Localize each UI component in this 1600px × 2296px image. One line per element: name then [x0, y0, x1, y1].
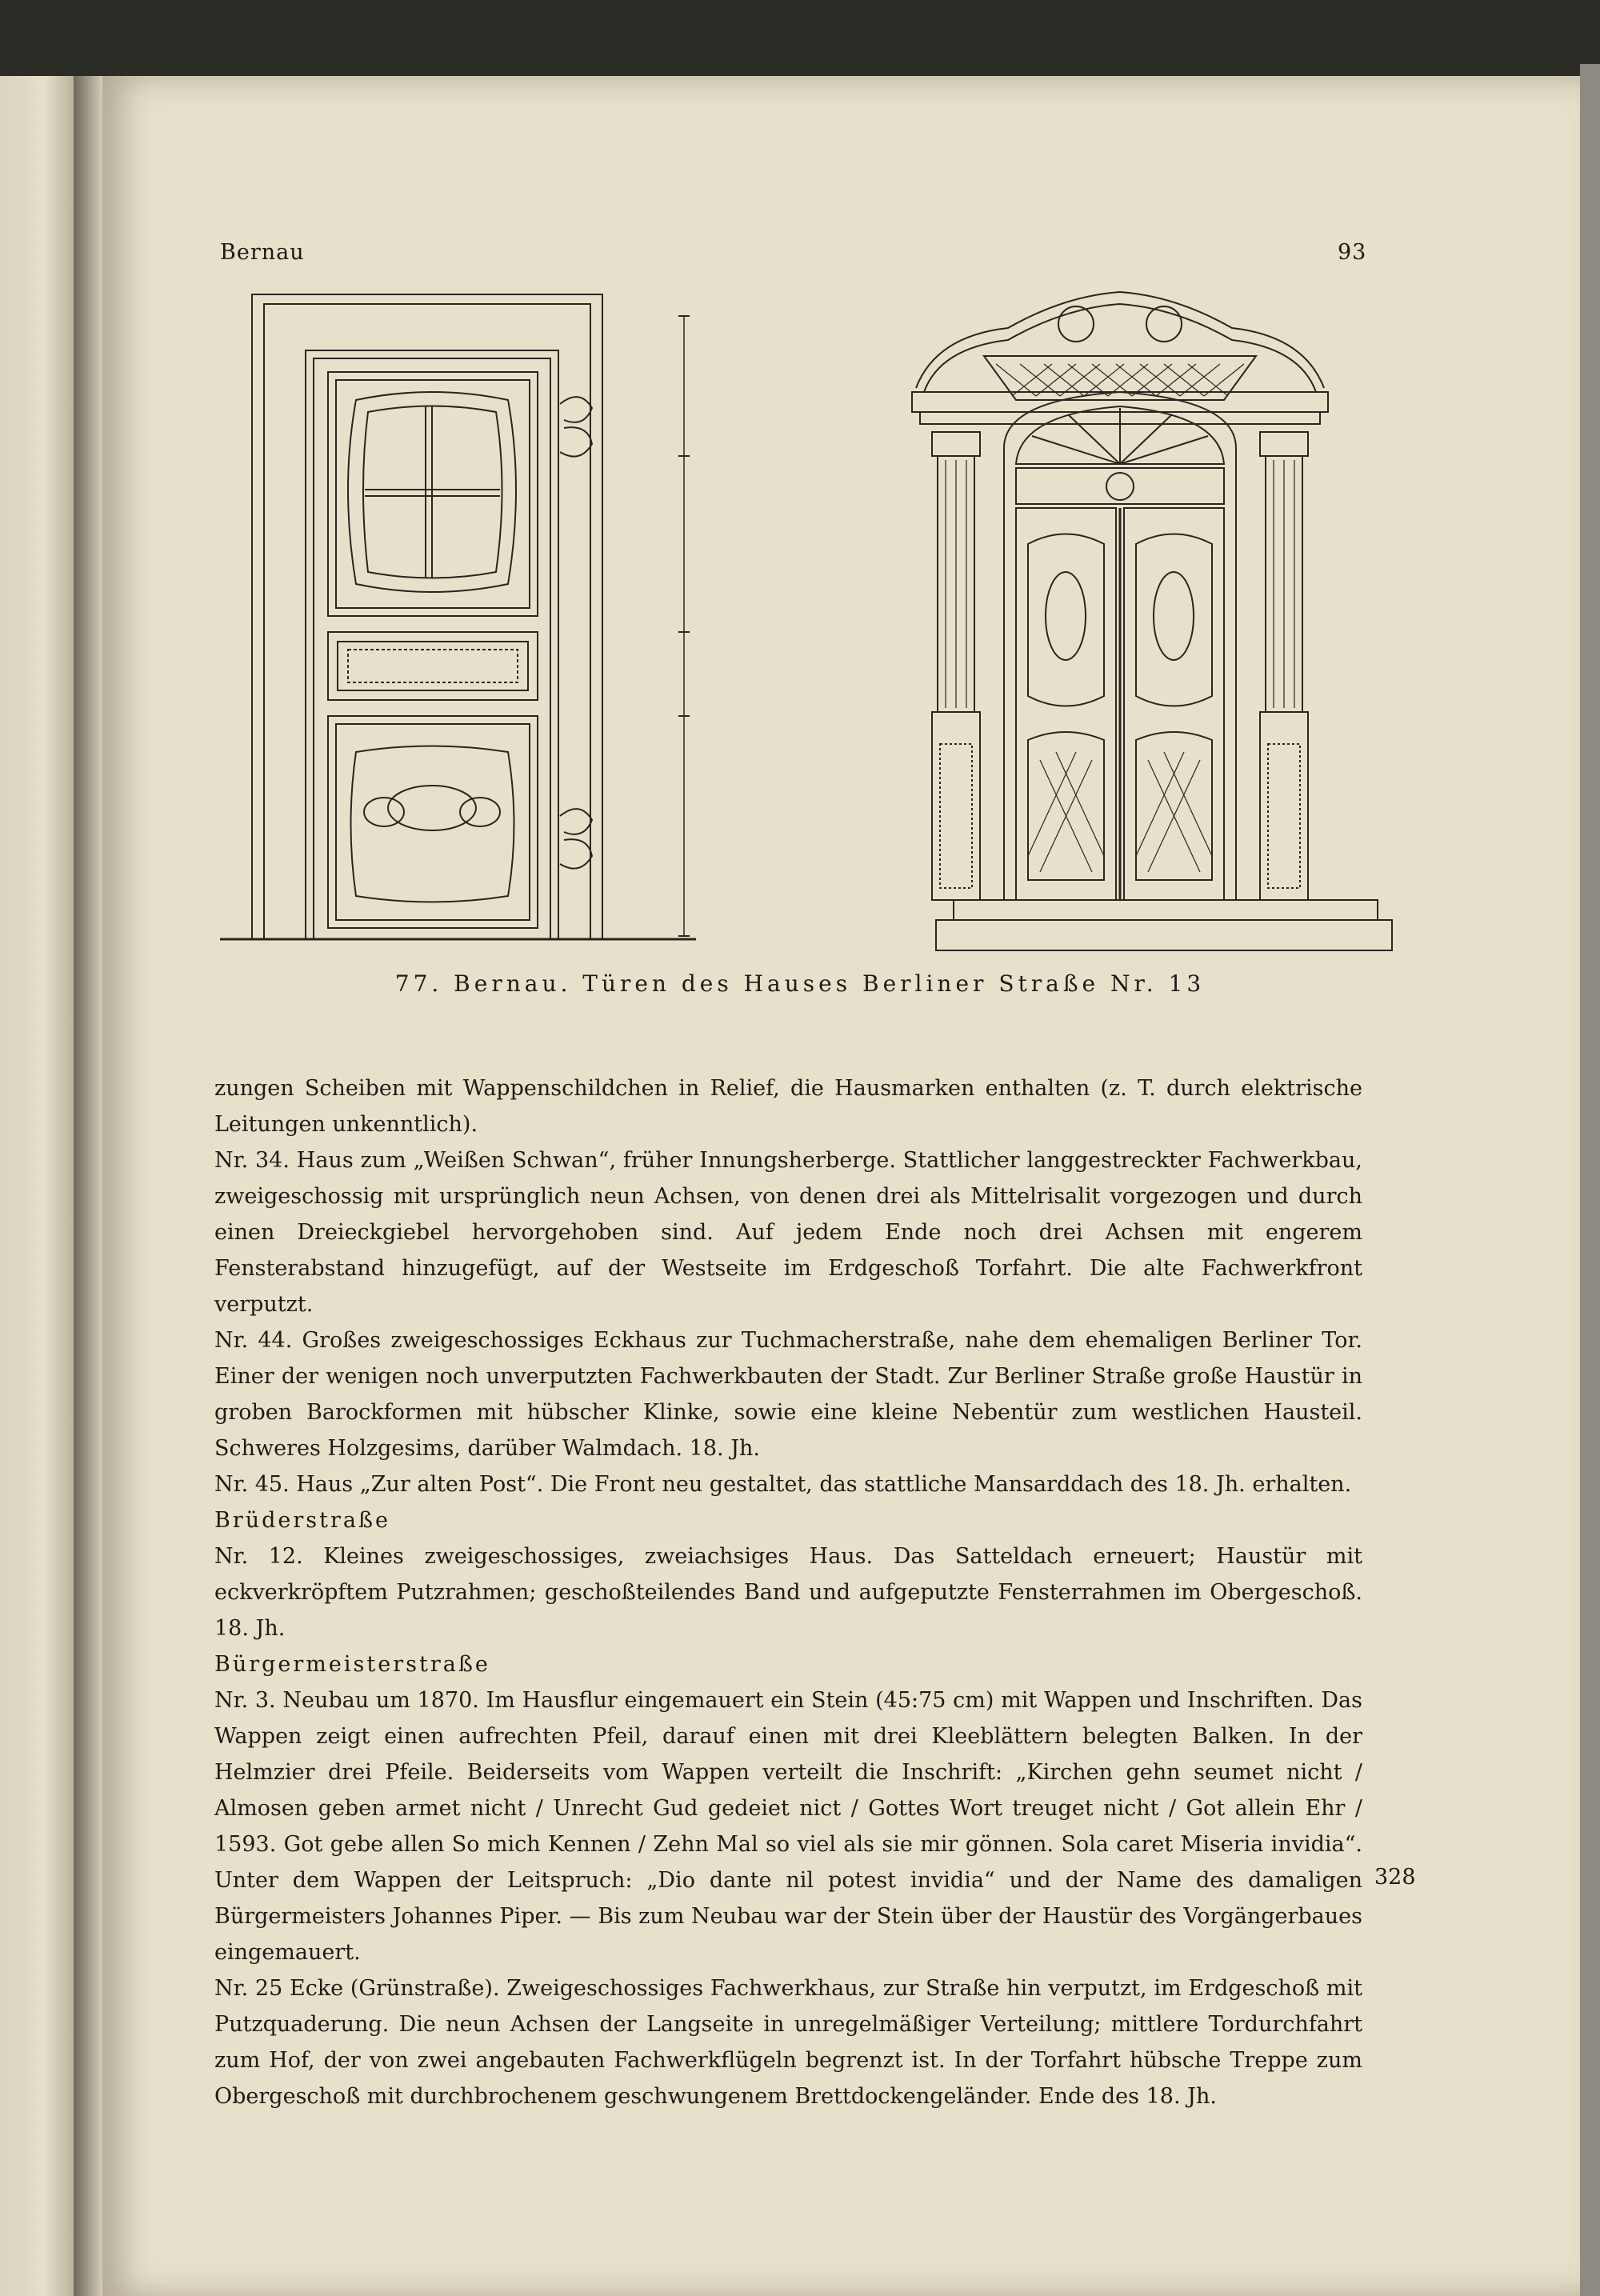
body-text — [214, 1070, 1362, 2114]
section-heading: Bürgermeisterstraße — [214, 1652, 490, 1677]
running-head-title: Bernau — [220, 240, 305, 265]
paragraph: Nr. 44. Großes zweigeschossiges Eckhaus zur Tuchmacherstraße, nahe dem ehemaligen Berliner Tor. Einer der wenigen noch unverputzten Fachwerkbauten der Stadt. Zur Berliner Straße große Haustür in groben Barockformen mit hübscher Klinke, sowie eine kleine Nebentür zum westlichen Hausteil. Schweres Holzgesims, darüber Walmdach. 18. Jh. — [214, 1328, 1362, 1461]
right-portal-drawing — [912, 292, 1392, 950]
left-door-drawing — [220, 294, 696, 939]
left-page-edge — [0, 76, 74, 2296]
book-cover-edge — [1580, 64, 1600, 2296]
paragraph: Nr. 45. Haus „Zur alten Post“. Die Front neu gestaltet, das stattliche Mansarddach des 18. Jh. erhalten. — [214, 1472, 1352, 1497]
figure-caption: 77. Bernau. Türen des Hauses Berliner Straße Nr. 13 — [394, 970, 1206, 997]
paragraph: Nr. 3. Neubau um 1870. Im Hausflur eingemauert ein Stein (45:75 cm) mit Wappen und Inschriften. Das Wappen zeigt einen aufrechten Pfeil, darauf einen mit drei Kleeblättern belegten Balken. In der Helmzier drei Pfeile. Beiderseits vom Wappen verteilt die Inschrift: „Kirchen gehn seumet nicht / Almosen geben armet nicht / Unrecht Gud gedeiet nict / Gottes Wort treuget nicht / Got allein Ehr / 1593. Got gebe allen So mich Kennen / Zehn Mal so viel als sie mir gönnen. Sola caret Miseria invidia“. Unter dem Wappen der Leitspruch: „Dio dante nil potest invidia“ und der Name des damaligen Bürgermeisters Johannes Piper. — Bis zum Neubau war der Stein über der Haustür des Vorgängerbaues eingemauert. — [214, 1688, 1362, 1965]
book-gutter — [74, 76, 102, 2296]
paragraph: Nr. 12. Kleines zweigeschossiges, zweiachsiges Haus. Das Satteldach erneuert; Haustür mit eckverkröpftem Putzrahmen; geschoßteilendes Band und aufgeputzte Fensterrahmen im Obergeschoß. 18. Jh. — [214, 1544, 1362, 1641]
paragraph: Nr. 25 Ecke (Grünstraße). Zweigeschossiges Fachwerkhaus, zur Straße hin verputzt, im Erdgeschoß mit Putzquaderung. Die neun Achsen der Langseite in unregelmäßiger Verteilung; mittlere Tordurchfahrt zum Hof, der von zwei angebauten Fachwerkflügeln begrenzt ist. In der Torfahrt hübsche Treppe zum Obergeschoß mit durchbrochenem geschwungenem Brettdockengeländer. Ende des 18. Jh. — [214, 1976, 1362, 2109]
section-heading: Brüderstraße — [214, 1508, 391, 1533]
figure-door-drawings — [216, 280, 1400, 952]
paragraph: zungen Scheiben mit Wappenschildchen in Relief, die Hausmarken enthalten (z. T. durch elektrische Leitungen unkenntlich). — [214, 1076, 1362, 1137]
paragraph: Nr. 34. Haus zum „Weißen Schwan“, früher Innungsherberge. Stattlicher langgestreckter Fachwerkbau, zweigeschossig mit ursprünglich neun Achsen, von denen drei als Mittelrisalit vorgezogen und durch einen Dreieckgiebel hervorgehoben sind. Auf jedem Ende noch drei Achsen mit engerem Fensterabstand hinzugefügt, auf der Westseite im Erdgeschoß Torfahrt. Die alte Fachwerkfront verputzt. — [214, 1148, 1362, 1317]
margin-reference-number: 328 — [1374, 1865, 1416, 1890]
page-number: 93 — [1338, 240, 1367, 265]
door-drawings-illustration — [216, 280, 1400, 952]
